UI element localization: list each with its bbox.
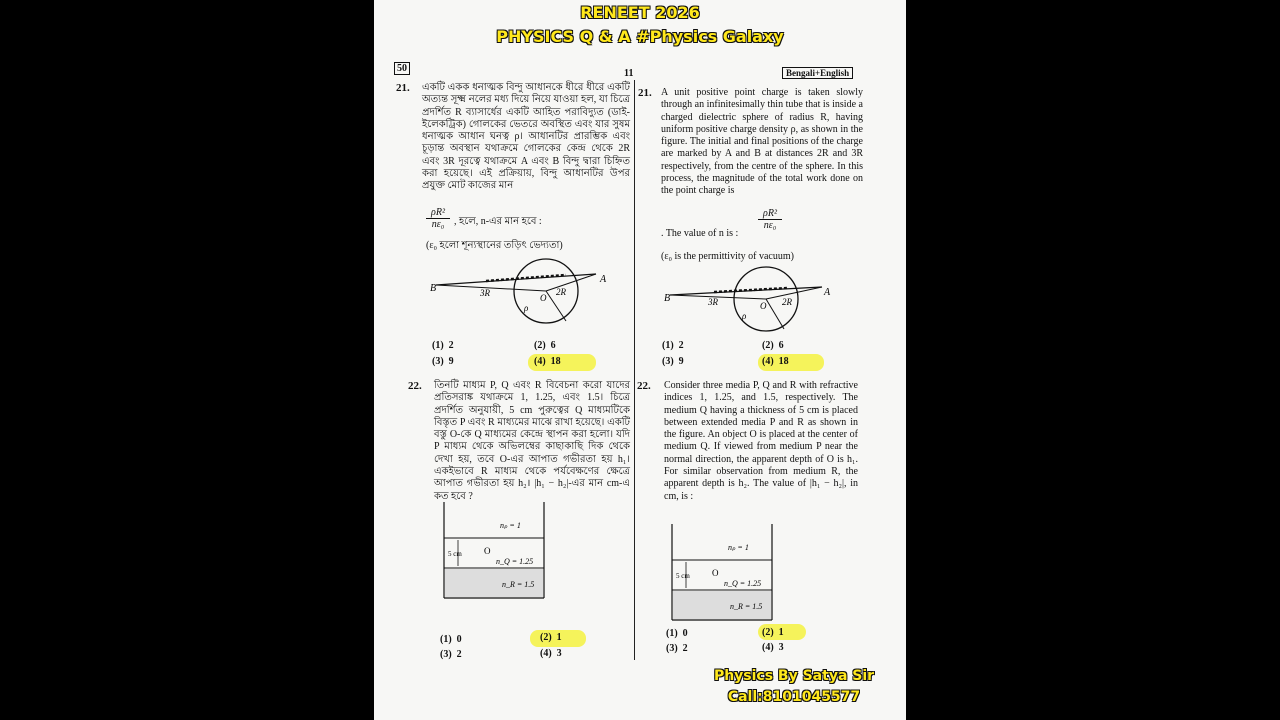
q22-option-3-bn: (3) 2 (440, 649, 462, 660)
q21-formula-num-bn: ρR² (426, 207, 450, 219)
object-O: O (712, 568, 719, 578)
contact-number: Call:8101045577 (727, 689, 861, 705)
q21-option-4-bn: (4) 18 (534, 356, 561, 367)
label-3R: 3R (480, 288, 490, 298)
q21-number-en: 21. (638, 87, 652, 99)
q22-text-en: Consider three media P, Q and R with refractive indices 1, 1.25, and 1.5, respectively. The medium Q having a thickness of 5 cm is placed between extended media P and R as shown in the figure. An object O is placed at the center of medium Q. If viewed from medium P near the normal direction, the apparent depth of O is h₁. For similar observation from medium R, the apparent depth is h₂. The value of |h₁ − h₂|, in cm, is : (664, 380, 858, 502)
q21-figure-en (664, 265, 864, 345)
label-thickness: 5 cm (448, 550, 462, 558)
q22-number-en: 22. (637, 380, 651, 392)
label-3R: 3R (708, 297, 718, 307)
video-title: RENEET 2026 (580, 3, 700, 22)
q22-option-2-bn: (2) 1 (540, 632, 562, 643)
q21-option-4-en: (4) 18 (762, 356, 789, 367)
label-thickness: 5 cm (676, 572, 690, 580)
q21-text-en: A unit positive point charge is taken slowly through an infinitesimally thin tube that is inside a charged dielectric sphere of radius R, having uniform positive charge density ρ, as shown in the figure. The initial and final positions of the charge are marked by A and B at distances 2R and 3R respectively, from the centre of the sphere. In this process, the magnitude of the total work done on the point charge is (661, 87, 863, 197)
q21-tail-en: . The value of n is : (661, 228, 739, 239)
q22-option-1-bn: (1) 0 (440, 634, 462, 645)
point-O: O (760, 301, 767, 311)
point-A: A (824, 287, 831, 298)
q22-option-3-en: (3) 2 (666, 643, 688, 654)
label-2R: 2R (782, 297, 792, 307)
q22-option-4-en: (4) 3 (762, 642, 784, 653)
label-nq: n_Q = 1.25 (724, 579, 762, 588)
language-tag: Bengali+English (782, 67, 853, 79)
label-np: nₚ = 1 (500, 521, 521, 530)
q22-option-1-en: (1) 0 (666, 628, 688, 639)
point-B: B (664, 293, 671, 304)
q21-text-bn: একটি একক ধনাত্মক বিন্দু আধানকে ধীরে ধীরে একটি অত্যন্ত সূক্ষ্ম নলের মধ্য দিয়ে নিয়ে যাওয়া হল, যা চিত্রে প্রদর্শিত R ব্যাসার্ধের একটি আহিত পরাবিদ্যুত (ডাই-ইলেকট্রিক) গোলকের ভেতরে অবস্থিত এবং যার সুষম ধনাত্মক আধান ঘনত্ব ρ। আধানটির প্রারম্ভিক এবং চূড়ান্ত অবস্থান যথাক্রমে গোলকের কেন্দ্র থেকে 2R এবং 3R দূরত্বে যথাক্রমে A এবং B বিন্দু দ্বারা চিহ্নিত করা হয়েছে। এই প্রক্রিয়ায়, বিন্দু আধানটির উপর প্রযুক্ত মোট কাজের মান (422, 82, 630, 192)
q21-formula-den-en: nε₀ (763, 220, 777, 231)
q21-formula-den-bn: nε₀ (431, 219, 445, 230)
label-nr: n_R = 1.5 (730, 602, 763, 611)
radius-3R (670, 295, 766, 299)
column-divider (634, 80, 635, 660)
exam-page (374, 0, 906, 720)
video-subtitle: PHYSICS Q & A #Physics Galaxy (496, 27, 784, 46)
label-2R: 2R (556, 287, 566, 297)
tube-inside (486, 275, 566, 281)
q21-option-2-en: (2) 6 (762, 340, 784, 351)
q21-number-bn: 21. (396, 82, 410, 94)
point-O: O (540, 293, 547, 303)
point-A: A (600, 274, 607, 285)
object-O: O (484, 546, 491, 556)
page-number: 11 (624, 68, 634, 79)
q21-formula-num-en: ρR² (758, 208, 782, 220)
q21-option-3-bn: (3) 9 (432, 356, 454, 367)
q21-option-1-bn: (1) 2 (432, 340, 454, 351)
q21-formula-bn (426, 207, 450, 230)
page-box-number: 50 (394, 62, 410, 75)
rho-label: ρ (742, 311, 747, 321)
q21-option-1-en: (1) 2 (662, 340, 684, 351)
q22-figure-en (668, 520, 780, 624)
radius-3R (436, 285, 546, 291)
label-np: nₚ = 1 (728, 543, 749, 552)
q21-option-2-bn: (2) 6 (534, 340, 556, 351)
q22-text-bn: তিনটি মাধ্যম P, Q এবং R বিবেচনা করো যাদের প্রতিসরাঙ্ক যথাক্রমে 1, 1.25, এবং 1.5। চিত্রে প্রদর্শিত অনুযায়ী, 5 cm পুরুত্বের Q মাধ্যমটিকে বিস্তৃত P এবং R মাধ্যমের মাঝে রাখা হয়েছে। একটি বস্তু O-কে Q মাধ্যমের কেন্দ্রে স্থাপন করা হলো। যদি P মাধ্যম থেকে অভিলম্বের কাছাকাছি দিক থেকে দেখা হয়, তবে O-এর আপাত গভীরতা হয় h₁। একইভাবে R মাধ্যম থেকে পর্যবেক্ষণের ক্ষেত্রে আপাত গভীরতা হয় h₂। |h₁ − h₂|-এর মান cm-এ কত হবে ? (434, 380, 630, 502)
q21-option-3-en: (3) 9 (662, 356, 684, 367)
label-nr: n_R = 1.5 (502, 580, 535, 589)
channel-author: Physics By Satya Sir (713, 668, 875, 684)
q21-note-bn: (ε₀ হলো শূন্যস্থানের তড়িৎ ভেদ্যতা) (426, 240, 563, 251)
label-nq: n_Q = 1.25 (496, 557, 534, 566)
rho-label: ρ (524, 303, 529, 313)
q22-figure-bn (440, 498, 552, 602)
q22-number-bn: 22. (408, 380, 422, 392)
q21-note-en: (ε₀ is the permittivity of vacuum) (661, 251, 794, 262)
tube-inside (714, 288, 788, 292)
q21-formula-tail-bn: , হলে, n-এর মান হবে : (454, 216, 542, 227)
q22-option-2-en: (2) 1 (762, 627, 784, 638)
q21-figure-bn (426, 255, 626, 335)
q22-option-4-bn: (4) 3 (540, 648, 562, 659)
point-B: B (430, 283, 437, 294)
